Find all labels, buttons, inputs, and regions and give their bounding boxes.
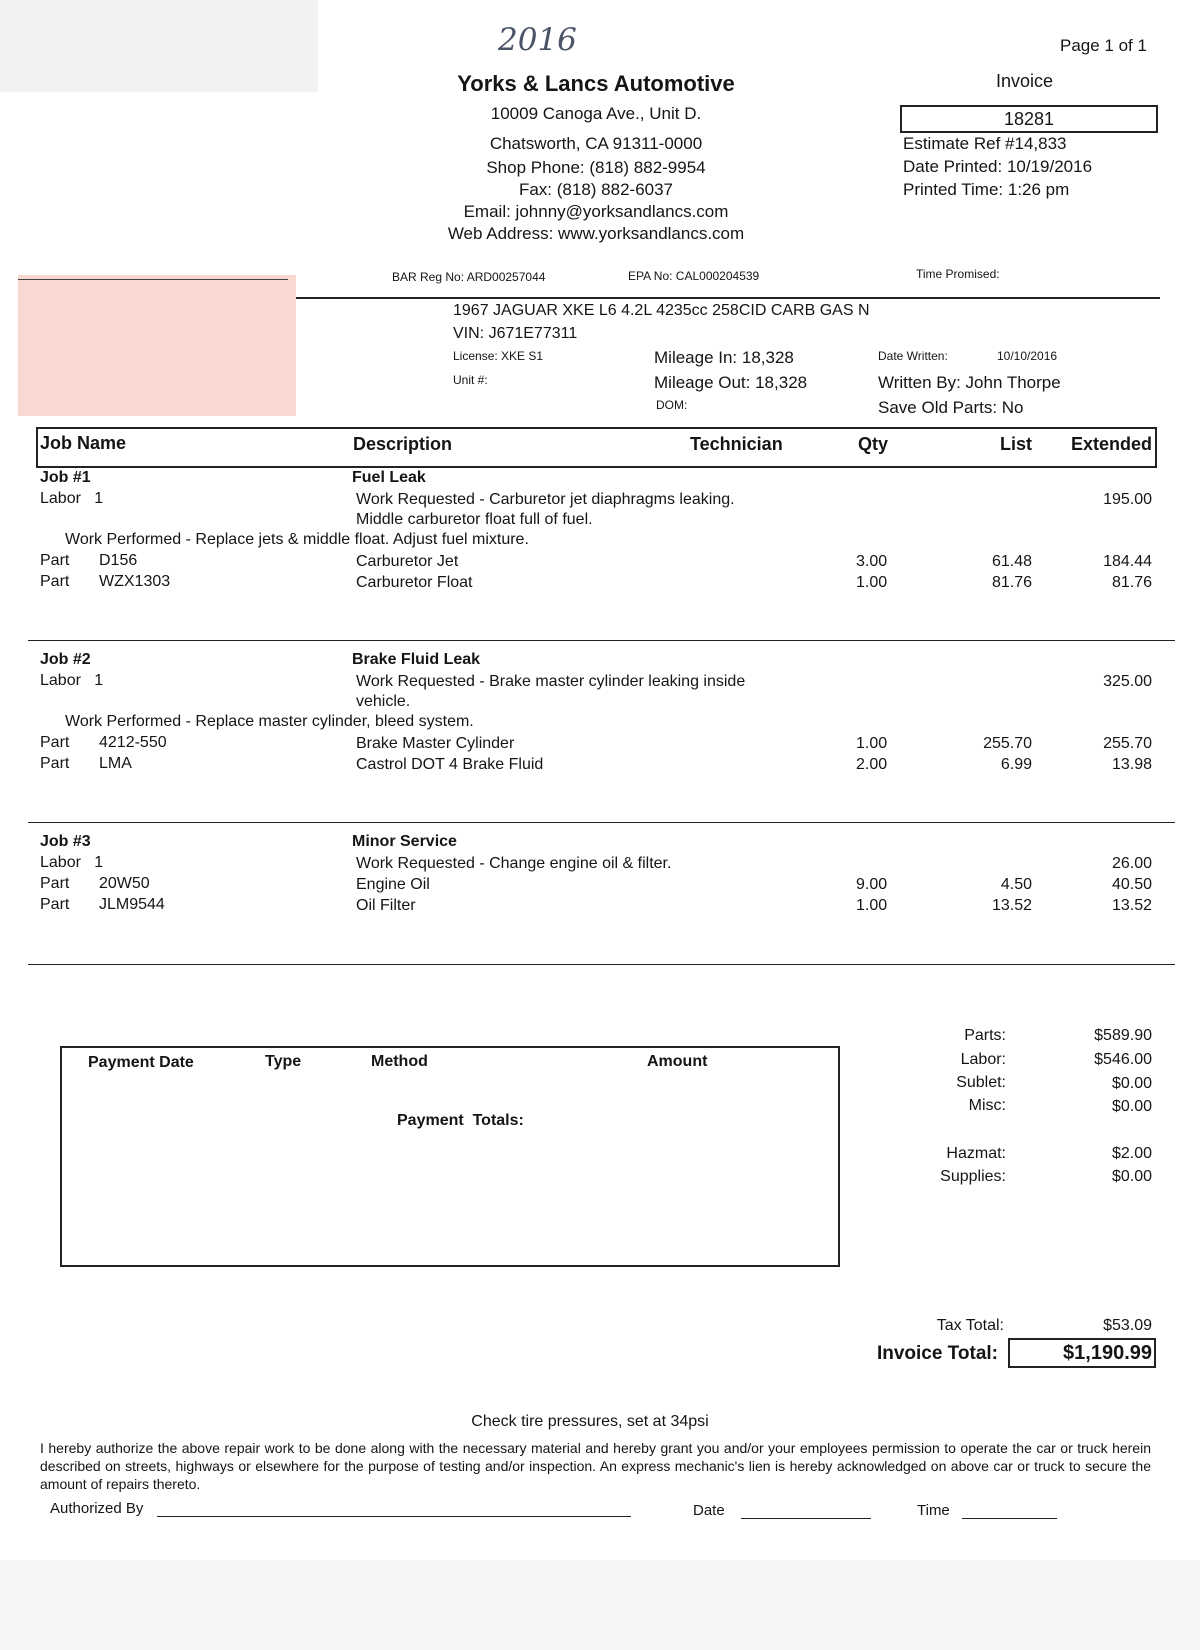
- vehicle-vin: VIN: J671E77311: [453, 325, 578, 342]
- invoice-total-label: Invoice Total:: [876, 1343, 998, 1364]
- save-old-parts: Save Old Parts: No: [878, 398, 1024, 417]
- work-requested-cont: vehicle.: [356, 693, 411, 710]
- work-requested: Work Requested - Brake master cylinder leaking inside: [356, 673, 746, 690]
- summary-value: $0.00: [1111, 1075, 1152, 1092]
- scan-shade-bottom: [0, 1560, 1200, 1650]
- scan-shade: [0, 0, 318, 92]
- part-type: Part: [40, 875, 70, 892]
- authorization-text: I hereby authorize the above repair work to be done along with the necessary material and hereby grant you and/or your employees permission to operate the car or truck herein described on streets, highways or elsewhere for the purpose of testing and/or inspection. An express mechanic's lien is hereby acknowledged on above car or truck to secure the amount of repairs thereto.: [40, 1440, 1151, 1492]
- printed-time: Printed Time: 1:26 pm: [903, 180, 1070, 199]
- vehicle-description: 1967 JAGUAR XKE L6 4.2L 4235cc 258CID CARB GAS N: [453, 302, 870, 319]
- payment-method-header: Method: [371, 1053, 428, 1070]
- work-requested-cont: Middle carburetor float full of fuel.: [356, 511, 593, 528]
- part-qty: 1.00: [856, 574, 888, 591]
- summary-value: $0.00: [1111, 1168, 1152, 1185]
- part-number: JLM9544: [99, 896, 165, 913]
- redacted-block: [18, 275, 296, 416]
- unit-number: Unit #:: [453, 373, 488, 387]
- date-signature-line[interactable]: [741, 1518, 871, 1519]
- part-qty: 9.00: [856, 876, 888, 893]
- time-promised: Time Promised:: [916, 267, 1000, 281]
- epa-number: EPA No: CAL000204539: [628, 269, 760, 283]
- job-separator: [28, 640, 1175, 641]
- tax-total-value: $53.09: [1103, 1317, 1152, 1334]
- summary-label: Supplies:: [940, 1168, 1006, 1185]
- job-id: Job #3: [40, 833, 91, 850]
- tax-total-label: Tax Total:: [936, 1317, 1004, 1334]
- handwritten-year: 2016: [498, 22, 577, 58]
- job-id: Job #1: [40, 469, 91, 486]
- summary-value: $589.90: [1094, 1027, 1152, 1044]
- payment-type-header: Type: [265, 1053, 302, 1070]
- labor-amount: 325.00: [1103, 673, 1152, 690]
- part-number: D156: [99, 552, 138, 569]
- summary-value: $2.00: [1111, 1145, 1152, 1162]
- shop-address-2: Chatsworth, CA 91311-0000: [489, 134, 703, 153]
- footer-note: Check tire pressures, set at 34psi: [471, 1413, 709, 1430]
- col-job-name: Job Name: [40, 433, 127, 453]
- part-qty: 1.00: [856, 897, 888, 914]
- work-performed: Work Performed - Replace master cylinder, bleed system.: [65, 713, 474, 730]
- part-extended: 81.76: [1111, 574, 1152, 591]
- part-description: Brake Master Cylinder: [356, 735, 515, 752]
- part-description: Carburetor Jet: [356, 553, 459, 570]
- mileage-out: Mileage Out: 18,328: [654, 373, 808, 392]
- part-number: WZX1303: [99, 573, 171, 590]
- payment-totals-label: Payment Totals:: [397, 1112, 524, 1129]
- summary-label: Hazmat:: [946, 1145, 1006, 1162]
- col-list: List: [999, 434, 1032, 454]
- payment-amount-header: Amount: [647, 1053, 708, 1070]
- invoice-total-value: $1,190.99: [1008, 1338, 1156, 1368]
- part-type: Part: [40, 734, 70, 751]
- part-list-price: 255.70: [983, 735, 1032, 752]
- part-qty: 1.00: [856, 735, 888, 752]
- work-requested: Work Requested - Change engine oil & filter.: [356, 855, 672, 872]
- divider: [296, 297, 1160, 299]
- shop-name: Yorks & Lancs Automotive: [457, 71, 735, 96]
- labor-amount: 26.00: [1111, 855, 1152, 872]
- part-qty: 2.00: [856, 756, 888, 773]
- labor-label: Labor 1: [40, 672, 104, 689]
- job-title: Fuel Leak: [352, 469, 426, 486]
- part-extended: 13.52: [1111, 897, 1152, 914]
- job-title: Minor Service: [352, 833, 457, 850]
- shop-address-1: 10009 Canoga Ave., Unit D.: [490, 104, 702, 123]
- job-separator: [28, 964, 1175, 965]
- job-separator: [28, 822, 1175, 823]
- part-extended: 40.50: [1111, 876, 1152, 893]
- labor-label: Labor 1: [40, 490, 104, 507]
- part-type: Part: [40, 573, 70, 590]
- written-by: Written By: John Thorpe: [878, 373, 1061, 392]
- document-type: Invoice: [996, 71, 1054, 91]
- part-list-price: 61.48: [991, 553, 1032, 570]
- part-number: LMA: [99, 755, 132, 772]
- part-type: Part: [40, 755, 70, 772]
- authorized-by-label: Authorized By: [50, 1500, 144, 1517]
- summary-label: Parts:: [964, 1027, 1006, 1044]
- work-requested: Work Requested - Carburetor jet diaphragms leaking.: [356, 491, 735, 508]
- labor-amount: 195.00: [1103, 491, 1152, 508]
- mileage-in: Mileage In: 18,328: [654, 348, 794, 367]
- labor-label: Labor 1: [40, 854, 104, 871]
- payment-box: [60, 1046, 840, 1267]
- page-number: Page 1 of 1: [1060, 36, 1147, 55]
- date-label: Date: [693, 1502, 725, 1519]
- payment-date-header: Payment Date: [88, 1054, 194, 1071]
- work-performed: Work Performed - Replace jets & middle float. Adjust fuel mixture.: [65, 531, 529, 548]
- part-qty: 3.00: [856, 553, 888, 570]
- part-list-price: 6.99: [1000, 756, 1032, 773]
- part-type: Part: [40, 896, 70, 913]
- job-id: Job #2: [40, 651, 91, 668]
- invoice-number-box: 18281: [900, 105, 1158, 133]
- part-list-price: 4.50: [1000, 876, 1032, 893]
- shop-web: Web Address: www.yorksandlancs.com: [447, 224, 745, 243]
- summary-value: $0.00: [1111, 1098, 1152, 1115]
- part-list-price: 13.52: [991, 897, 1032, 914]
- summary-label: Misc:: [968, 1097, 1006, 1114]
- job-title: Brake Fluid Leak: [352, 651, 481, 668]
- vehicle-license: License: XKE S1: [453, 349, 544, 363]
- dom-label: DOM:: [656, 398, 688, 412]
- summary-label: Labor:: [960, 1051, 1006, 1068]
- part-description: Carburetor Float: [356, 574, 473, 591]
- col-technician: Technician: [690, 434, 783, 454]
- part-extended: 255.70: [1103, 735, 1152, 752]
- summary-label: Sublet:: [956, 1074, 1006, 1091]
- date-written-label: Date Written:: [878, 349, 948, 363]
- col-extended: Extended: [1070, 434, 1152, 454]
- divider: [18, 279, 288, 280]
- summary-value: $546.00: [1094, 1051, 1152, 1068]
- part-description: Castrol DOT 4 Brake Fluid: [356, 756, 544, 773]
- col-qty: Qty: [858, 434, 889, 454]
- part-extended: 184.44: [1103, 553, 1152, 570]
- shop-phone: Shop Phone: (818) 882-9954: [486, 158, 706, 177]
- part-type: Part: [40, 552, 70, 569]
- estimate-ref: Estimate Ref #14,833: [903, 134, 1067, 153]
- part-number: 20W50: [99, 875, 150, 892]
- date-written-value: 10/10/2016: [997, 349, 1058, 363]
- part-description: Engine Oil: [356, 876, 430, 893]
- authorized-by-signature-line[interactable]: [157, 1516, 631, 1517]
- time-label: Time: [917, 1502, 950, 1519]
- shop-email: Email: johnny@yorksandlancs.com: [463, 202, 729, 221]
- part-list-price: 81.76: [991, 574, 1032, 591]
- part-number: 4212-550: [99, 734, 167, 751]
- time-signature-line[interactable]: [962, 1518, 1057, 1519]
- shop-fax: Fax: (818) 882-6037: [518, 180, 674, 199]
- bar-reg-number: BAR Reg No: ARD00257044: [392, 270, 546, 284]
- col-description: Description: [353, 434, 453, 454]
- date-printed: Date Printed: 10/19/2016: [903, 157, 1093, 176]
- part-extended: 13.98: [1111, 756, 1152, 773]
- part-description: Oil Filter: [356, 897, 416, 914]
